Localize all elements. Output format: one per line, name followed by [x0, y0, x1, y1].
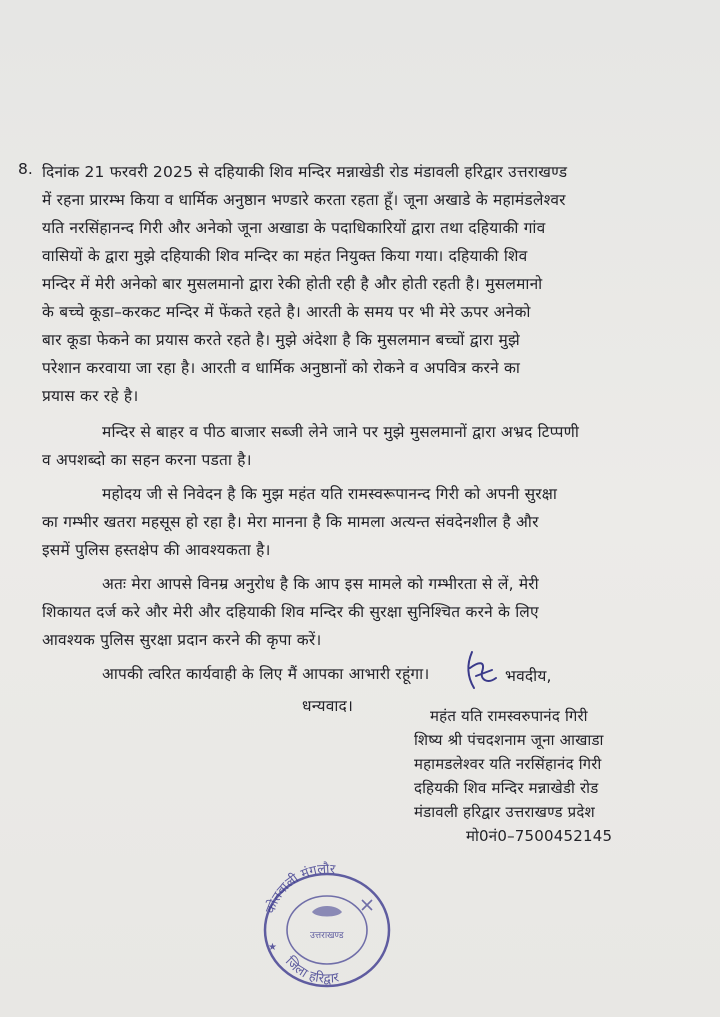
svg-text:★: ★: [268, 942, 277, 953]
text-line: महोदय जी से निवेदन है कि मुझ महंत यति रामस्वरूपानन्द गिरी को अपनी सुरक्षा: [102, 485, 558, 503]
item-number: 8.: [18, 160, 33, 178]
svg-text:उत्तराखण्ड: उत्तराखण्ड: [310, 931, 344, 941]
text-line: में रहना प्रारम्भ किया व धार्मिक अनुष्ठान भण्डारे करता रहता हूँ। जूना अखाडे के महामंडलेश्वर: [42, 191, 566, 209]
text-line: के बच्चे कूडा–करकट मन्दिर में फेंकते रहते है। आरती के समय पर भी मेरे ऊपर अनेको: [42, 303, 531, 321]
text-line: यति नरसिंहानन्द गिरी और अनेको जूना अखाडा के पदाधिकारियों द्वारा तथा दहियाकी गांव: [42, 219, 546, 237]
text-line: परेशान करवाया जा रहा है। आरती व धार्मिक अनुष्ठानों को रोकने व अपवित्र करने का: [42, 359, 521, 377]
text-line: मन्दिर में मेरी अनेको बार मुसलमानो द्वारा रेकी होती रही है और होती रहती है। मुसलमानो: [42, 275, 543, 293]
signatory-line: महामडलेश्वर यति नरसिंहानंद गिरी: [414, 755, 602, 773]
signatory-line: महंत यति रामस्वरुपानंद गिरी: [430, 707, 588, 725]
signatory-line: दहियकी शिव मन्दिर मन्नाखेडी रोड: [414, 779, 599, 797]
text-line: दिनांक 21 फरवरी 2025 से दहियाकी शिव मन्दिर मन्नाखेडी रोड मंडावली हरिद्वार उत्तराखण्ड: [42, 163, 568, 181]
signatory-line: मंडावली हरिद्वार उत्तराखण्ड प्रदेश: [414, 803, 595, 821]
closing-text: भवदीय,: [505, 667, 552, 685]
signatory-line: शिष्य श्री पंचदशनाम जूना आखाडा: [414, 731, 604, 749]
text-line: अतः मेरा आपसे विनम्र अनुरोध है कि आप इस मामले को गम्भीरता से लें, मेरी: [102, 575, 539, 593]
text-line: वासियों के द्वारा मुझे दहियाकी शिव मन्दिर का महंत नियुक्त किया गया। दहियाकी शिव: [42, 247, 528, 265]
police-stamp-seal: [252, 860, 402, 990]
svg-text:जिला हरिद्वार: जिला हरिद्वार: [281, 954, 341, 987]
text-line: का गम्भीर खतरा महसूस हो रहा है। मेरा मानना है कि मामला अत्यन्त संवदेनशील है और: [42, 513, 539, 531]
text-line: प्रयास कर रहे है।: [42, 387, 139, 405]
text-line: इसमें पुलिस हस्तक्षेप की आवश्यकता है।: [42, 541, 271, 559]
paragraph-5: आपकी त्वरित कार्यवाही के लिए मैं आपका आभारी रहूंगा।: [102, 665, 430, 683]
text-line: शिकायत दर्ज करे और मेरी और दहियाकी शिव मन्दिर की सुरक्षा सुनिश्चित करने के लिए: [42, 603, 539, 621]
thanks-text: धन्यवाद।: [302, 697, 354, 715]
text-line: बार कूडा फेकने का प्रयास करते रहते है। मुझे अंदेशा है कि मुसलमान बच्चों द्वारा मुझे: [42, 331, 520, 349]
signatory-line: मो0नं0–7500452145: [466, 827, 613, 845]
text-line: व अपशब्दो का सहन करना पडता है।: [42, 451, 252, 469]
text-line: आवश्यक पुलिस सुरक्षा प्रदान करने की कृपा करें।: [42, 631, 322, 649]
signature-icon: [462, 648, 502, 692]
svg-text:कोतवाली मंगलौर: कोतवाली मंगलौर: [263, 861, 336, 916]
text-line: मन्दिर से बाहर व पीठ बाजार सब्जी लेने जाने पर मुझे मुसलमानों द्वारा अभ्रद टिप्पणी: [102, 423, 580, 441]
